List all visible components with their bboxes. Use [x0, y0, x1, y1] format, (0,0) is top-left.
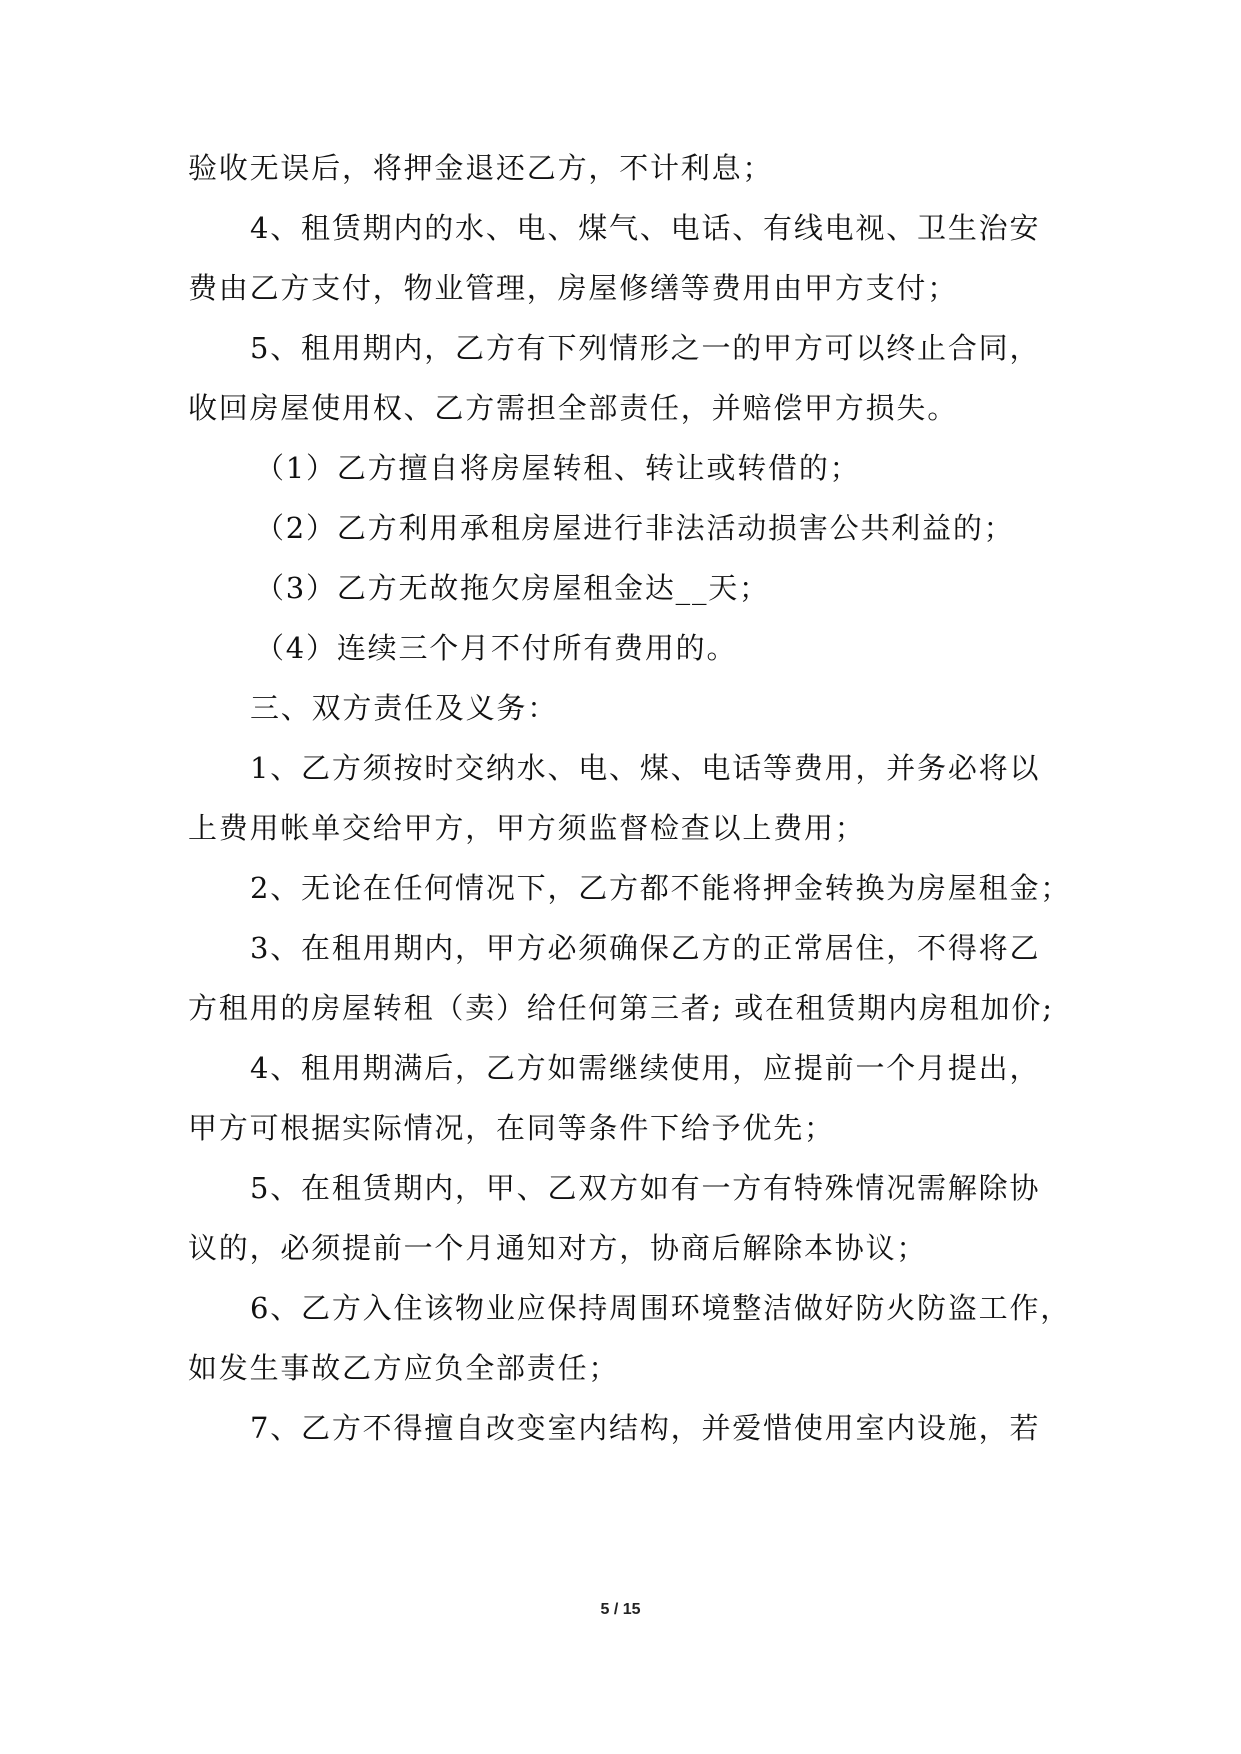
text-line: （2）乙方利用承租房屋进行非法活动损害公共利益的；: [255, 511, 1015, 545]
text-line: 收回房屋使用权、乙方需担全部责任，并赔偿甲方损失。: [188, 391, 959, 425]
text-line: 费由乙方支付，物业管理，房屋修缮等费用由甲方支付；: [188, 271, 959, 305]
text-line: 如发生事故乙方应负全部责任；: [188, 1351, 620, 1385]
page-number: 5 / 15: [600, 1601, 641, 1618]
text-line: 6、乙方入住该物业应保持周围环境整洁做好防火防盗工作，: [250, 1291, 1072, 1325]
text-line: 3、在租用期内，甲方必须确保乙方的正常居住，不得将乙: [250, 931, 1041, 965]
text-line: 4、租赁期内的水、电、煤气、电话、有线电视、卫生治安: [250, 211, 1041, 245]
section-heading: 三、双方责任及义务：: [250, 691, 559, 725]
text-line: （1）乙方擅自将房屋转租、转让或转借的；: [255, 451, 861, 485]
text-line: 5、在租赁期内，甲、乙双方如有一方有特殊情况需解除协: [250, 1171, 1041, 1205]
text-line: 5、租用期内，乙方有下列情形之一的甲方可以终止合同，: [250, 331, 1041, 365]
text-line: 方租用的房屋转租（卖）给任何第三者; 或在租赁期内房租加价;: [188, 991, 1054, 1025]
text-line: 上费用帐单交给甲方，甲方须监督检查以上费用；: [188, 811, 866, 845]
text-line: 1、乙方须按时交纳水、电、煤、电话等费用，并务必将以: [250, 751, 1041, 785]
text-line: 议的，必须提前一个月通知对方，协商后解除本协议；: [188, 1231, 928, 1265]
text-line: 7、乙方不得擅自改变室内结构，并爱惜使用室内设施，若: [250, 1411, 1041, 1445]
text-line: （3）乙方无故拖欠房屋租金达__天；: [255, 571, 770, 605]
text-line: （4）连续三个月不付所有费用的。: [255, 631, 738, 665]
text-line: 2、无论在任何情况下，乙方都不能将押金转换为房屋租金；: [250, 871, 1072, 905]
text-line: 验收无误后，将押金退还乙方，不计利息；: [188, 151, 774, 185]
text-line: 4、租用期满后，乙方如需继续使用，应提前一个月提出，: [250, 1051, 1041, 1085]
text-line: 甲方可根据实际情况，在同等条件下给予优先；: [188, 1111, 835, 1145]
